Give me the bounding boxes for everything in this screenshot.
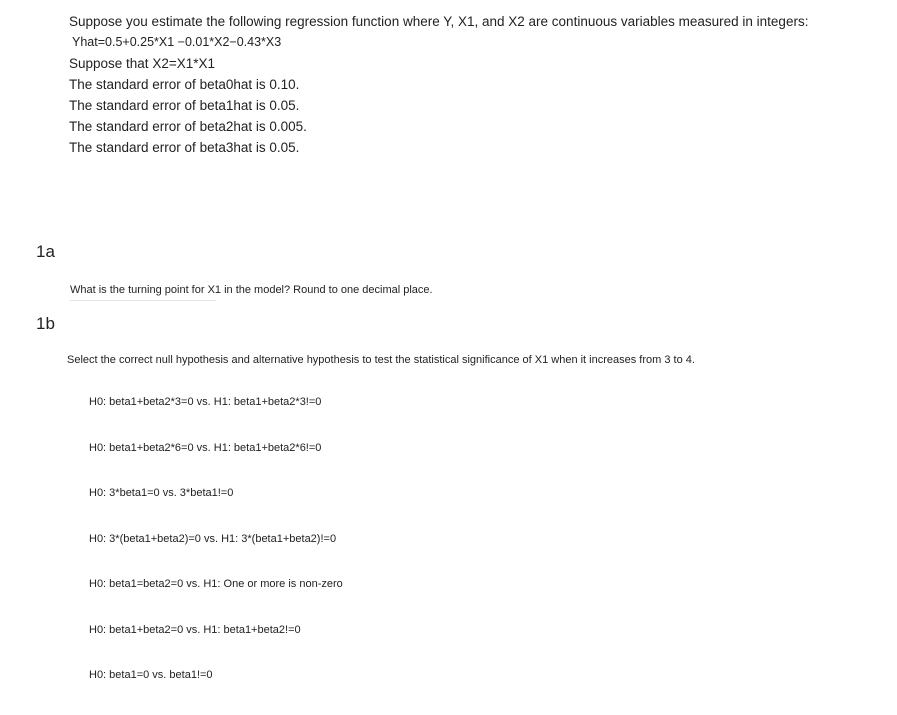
intro-line-setup: Suppose you estimate the following regression function where Y, X1, and X2 are continuous variables measured in integers: <box>69 14 809 29</box>
intro-line-x2-definition: Suppose that X2=X1*X1 <box>69 56 215 71</box>
answer-option[interactable]: H0: 3*(beta1+beta2)=0 vs. H1: 3*(beta1+beta2)!=0 <box>89 532 337 545</box>
question-1a-prompt: What is the turning point for X1 in the model? Round to one decimal place. <box>70 284 433 296</box>
question-number-1b: 1b <box>36 314 55 333</box>
intro-line-se-beta2: The standard error of beta2hat is 0.005. <box>69 119 307 134</box>
intro-line-se-beta0: The standard error of beta0hat is 0.10. <box>69 77 300 92</box>
intro-line-se-beta1: The standard error of beta1hat is 0.05. <box>69 98 300 113</box>
question-number-1a: 1a <box>36 242 55 261</box>
answer-option[interactable]: H0: beta1=beta2=0 vs. H1: One or more is non-zero <box>89 578 343 590</box>
answer-field-1a[interactable] <box>70 300 216 301</box>
answer-option[interactable]: H0: 3*beta1=0 vs. 3*beta1!=0 <box>89 487 234 499</box>
answer-option[interactable]: H0: beta1=0 vs. beta1!=0 <box>89 669 213 681</box>
answer-options-1b <box>89 396 343 715</box>
problem-statement <box>69 11 889 158</box>
intro-line-se-beta3: The standard error of beta3hat is 0.05. <box>69 140 300 155</box>
answer-option[interactable]: H0: beta1+beta2=0 vs. H1: beta1+beta2!=0 <box>89 623 301 636</box>
question-1b-prompt: Select the correct null hypothesis and alternative hypothesis to test the statistical significance of X1 when it increases from 3 to 4. <box>67 354 695 366</box>
intro-line-equation: Yhat=0.5+0.25*X1 −0.01*X2−0.43*X3 <box>72 35 282 49</box>
answer-option[interactable]: H0: beta1+beta2*3=0 vs. H1: beta1+beta2*3!=0 <box>89 396 322 408</box>
answer-option[interactable]: H0: beta1+beta2*6=0 vs. H1: beta1+beta2*6!=0 <box>89 441 322 454</box>
